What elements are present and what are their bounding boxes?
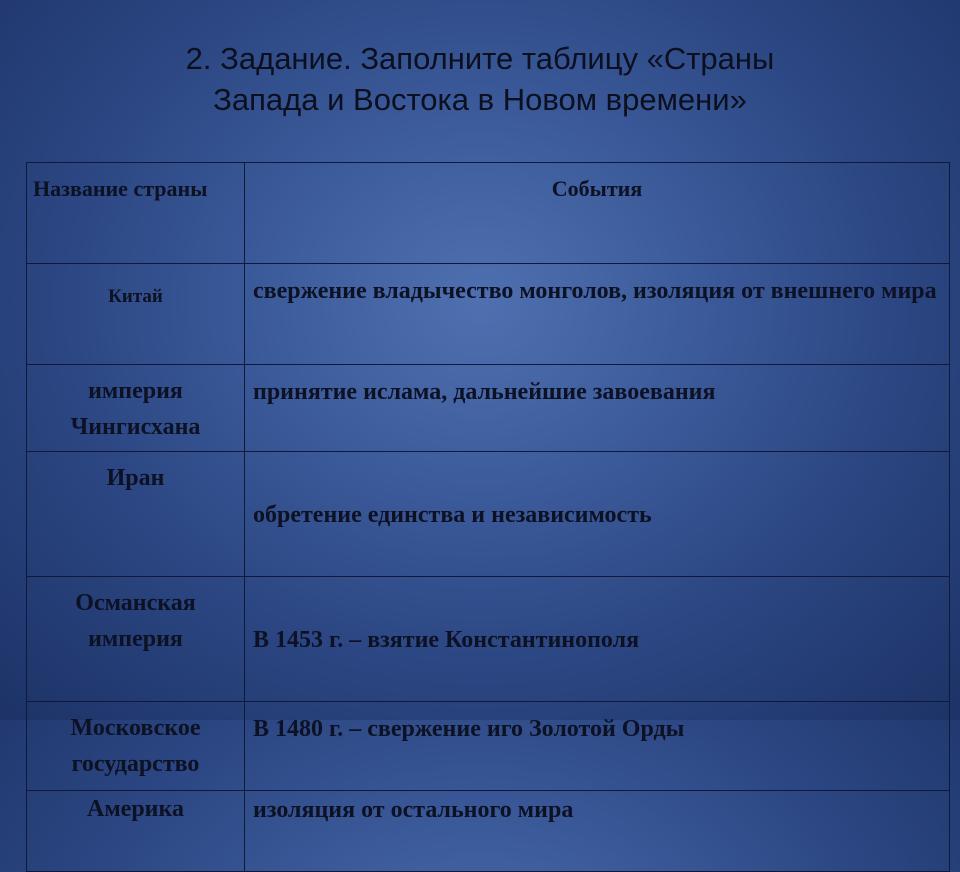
country-cell: империя Чингисхана bbox=[27, 365, 245, 452]
table-row bbox=[27, 577, 950, 702]
table-row bbox=[27, 702, 950, 791]
country-cell: Иран bbox=[27, 452, 245, 577]
slide-title-line-2: Запада и Востока в Новом времени» bbox=[213, 82, 747, 117]
slide-title-line-1: 2. Задание. Заполните таблицу «Страны bbox=[185, 41, 775, 76]
country-cell: Америка bbox=[27, 791, 245, 872]
events-cell: В 1480 г. – свержение иго Золотой Орды bbox=[245, 702, 950, 791]
slide-title bbox=[80, 38, 880, 120]
country-cell: Османская империя bbox=[27, 577, 245, 702]
events-cell: изоляция от остального мира bbox=[245, 791, 950, 872]
table-header-row bbox=[27, 163, 950, 264]
header-country: Название страны bbox=[27, 163, 245, 264]
table-row bbox=[27, 452, 950, 577]
events-cell: принятие ислама, дальнейшие завоевания bbox=[245, 365, 950, 452]
country-cell: Московское государство bbox=[27, 702, 245, 791]
events-cell: обретение единства и независимость bbox=[245, 452, 950, 577]
countries-events-table bbox=[26, 162, 950, 872]
country-cell: Китай bbox=[27, 264, 245, 365]
header-events: События bbox=[245, 163, 950, 264]
table-row bbox=[27, 264, 950, 365]
table-row bbox=[27, 791, 950, 872]
events-cell: свержение владычество монголов, изоляция от внешнего мира bbox=[245, 264, 950, 365]
table-row bbox=[27, 365, 950, 452]
events-cell: В 1453 г. – взятие Константинополя bbox=[245, 577, 950, 702]
